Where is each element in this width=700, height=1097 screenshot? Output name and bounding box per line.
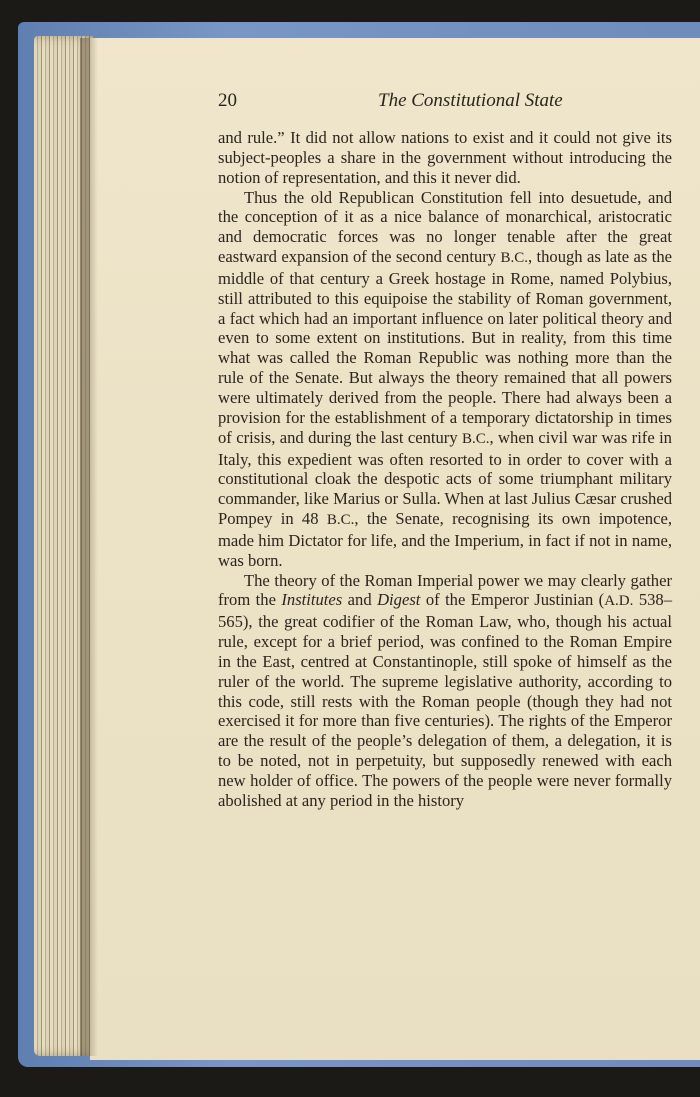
text-run: The theory of the Roman Imperial power we may clearly gather from the	[218, 570, 672, 610]
running-head: The Constitutional State	[378, 90, 563, 111]
paragraph-1: and rule.” It did not allow nations to exist and it could not give its subject-peoples a share in the government without introducing the notion of representation, and this it never did.	[218, 128, 672, 187]
gutter-shadow	[80, 38, 98, 1056]
title-digest: Digest	[377, 590, 421, 610]
title-institutes: Institutes	[281, 590, 343, 610]
page-header	[128, 90, 672, 118]
paragraph-2	[218, 188, 672, 571]
era-abbreviation: B.C.	[462, 430, 490, 447]
text-run: Thus the old Republican Constitution fell into desuetude, and the conception of it as a nice balance of monarchical, aristocratic and democratic forces was no longer tenable after the great eastward expansion of the second century	[218, 187, 672, 267]
era-abbreviation: A.D.	[604, 593, 634, 610]
era-abbreviation: B.C.	[326, 512, 355, 529]
text-run: , though as late as the middle of that century a Greek hostage in Rome, named Polybius, still attributed to this equipoise the stability of Roman government, a fact which had an important influence on later political theory and even to some extent on institutions. But in reality, from this time what was called the Roman Republic was nothing more than the rule of the Senate. But always the theory remained that all powers were ultimately derived from the people. There had always been a provision for the establishment of a temporary dictatorship in times of crisis, and during the last century	[218, 247, 672, 447]
text-run: 538–565), the great codifier of the Roman Law, who, though his actual rule, except for a brief period, was confined to the Roman Empire in the East, centred at Constantinople, still spoke of himself as the ruler of the world. The supreme legislative authority, according to this code, still rests with the Roman people (though they had not exercised it for more than five centuries). The rights of the Emperor are the result of the people’s delegation of them, a delegation, it is to be noted, not in perpetuity, but supposedly renewed with each new holder of office. The powers of the people were never formally abolished at any period in the history	[218, 590, 673, 810]
text-run: , the Senate, recognising its own impotence, made him Dictator for life, and the Imperium, in fact if not in name, was born.	[218, 509, 672, 570]
era-abbreviation: B.C.	[500, 250, 528, 267]
body-text	[218, 128, 672, 811]
text-run: of the Emperor Justinian (	[420, 590, 605, 610]
page-number: 20	[218, 90, 237, 111]
text-run: , when civil war was rife in Italy, this expedient was often resorted to in order to cover with a constitutional cloak the despotic acts of some triumphant military commander, like Marius or Sulla. When at last Julius Cæsar crushed Pompey in 48	[218, 427, 672, 529]
paragraph-3	[218, 571, 672, 811]
text-run: and	[342, 590, 378, 610]
